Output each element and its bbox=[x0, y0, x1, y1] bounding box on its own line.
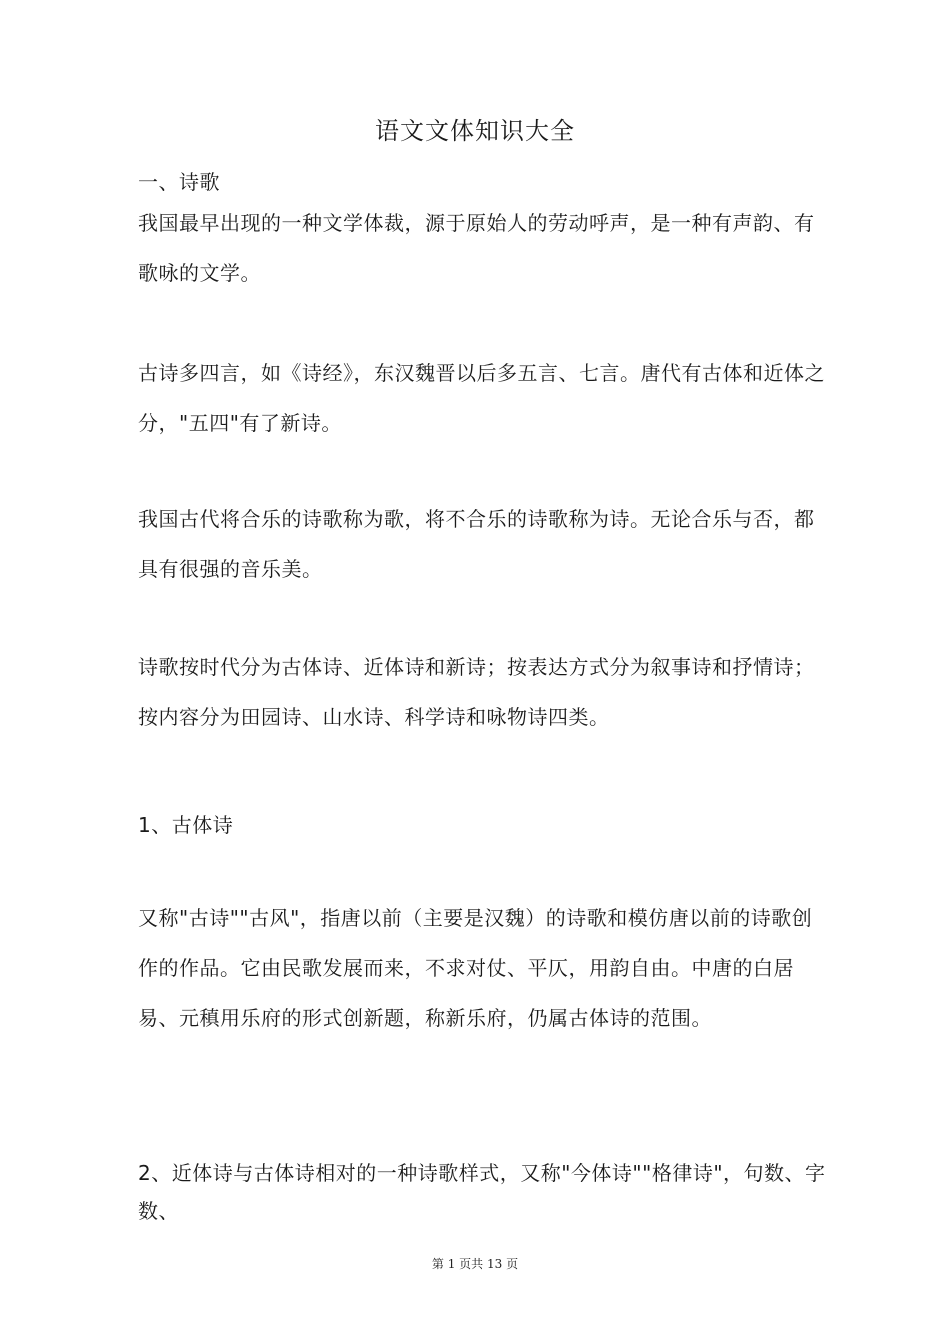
paragraph-5 bbox=[138, 893, 828, 1043]
section-heading-text: 一、诗歌 bbox=[138, 170, 220, 194]
paragraph-4 bbox=[138, 642, 828, 742]
paragraph-1-text: 我国最早出现的一种文学体裁，源于原始人的劳动呼声，是一种有声韵、有歌咏的文学。 bbox=[138, 211, 815, 285]
subheading-ancient-poetry bbox=[138, 800, 828, 850]
paragraph-3 bbox=[138, 494, 828, 594]
document-title: 语文文体知识大全 bbox=[375, 117, 575, 145]
paragraph-6-text: 2、近体诗与古体诗相对的一种诗歌样式，又称"今体诗""格律诗"，句数、字数、 bbox=[138, 1161, 826, 1223]
paragraph-2 bbox=[138, 348, 828, 448]
paragraph-3-text: 我国古代将合乐的诗歌称为歌，将不合乐的诗歌称为诗。无论合乐与否，都具有很强的音乐美。 bbox=[138, 507, 815, 581]
subheading-1-text: 1、古体诗 bbox=[138, 813, 234, 837]
page-number-footer: 第 1 页共 13 页 bbox=[431, 1257, 519, 1271]
paragraph-4-text: 诗歌按时代分为古体诗、近体诗和新诗；按表达方式分为叙事诗和抒情诗；按内容分为田园诗、山水诗、科学诗和咏物诗四类。 bbox=[138, 655, 815, 729]
paragraph-5-text: 又称"古诗""古风"，指唐以前（主要是汉魏）的诗歌和模仿唐以前的诗歌创作的作品。它由民歌发展而来，不求对仗、平仄，用韵自由。中唐的白居易、元稹用乐府的形式创新题，称新乐府，仍属古体诗的范围。 bbox=[138, 906, 813, 1030]
paragraph-2-text: 古诗多四言，如《诗经》，东汉魏晋以后多五言、七言。唐代有古体和近体之分，"五四"有了新诗。 bbox=[138, 361, 825, 435]
paragraph-1 bbox=[138, 198, 828, 298]
paragraph-6 bbox=[138, 1154, 828, 1230]
